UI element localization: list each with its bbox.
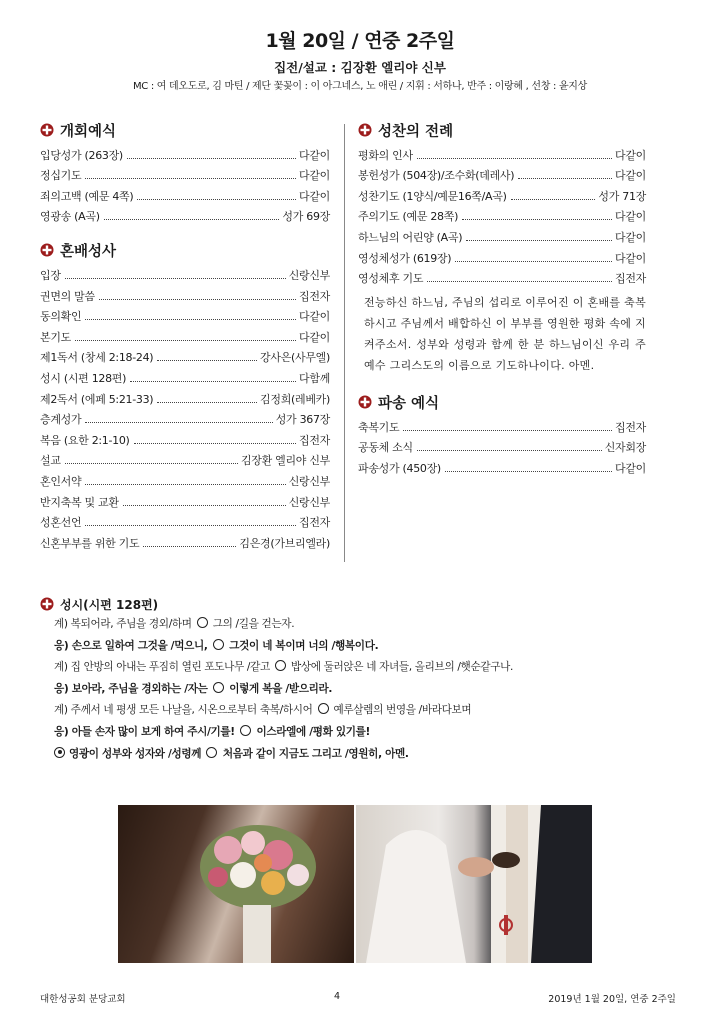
order-item — [358, 163, 646, 184]
pause-mark-icon — [240, 725, 251, 736]
wedding-photos — [118, 805, 592, 963]
item-performer: 김정희(레베카) — [260, 392, 330, 406]
dot-leader — [75, 340, 296, 341]
item-label: 입당성가 (263장) — [40, 148, 123, 162]
order-item — [40, 183, 330, 204]
item-label: 성찬기도 (1양식/예문16쪽/A곡) — [358, 189, 507, 203]
item-performer: 다같이 — [299, 330, 330, 344]
item-performer: 다같이 — [615, 210, 646, 224]
order-item — [40, 262, 330, 283]
bouquet-image — [118, 805, 354, 963]
order-item — [40, 283, 330, 304]
dot-leader — [417, 158, 612, 159]
item-performer: 다함께 — [299, 371, 330, 385]
item-performer: 김은경(가브리엘라) — [239, 536, 330, 550]
left-column — [40, 118, 330, 551]
item-performer: 다같이 — [299, 310, 330, 324]
item-performer: 집전자 — [615, 272, 646, 286]
psalm-section — [40, 594, 690, 765]
order-item — [40, 142, 330, 163]
item-performer: 신자회장 — [604, 441, 646, 455]
gloria-mark-icon — [54, 747, 65, 758]
order-item — [40, 510, 330, 531]
verse-first-half: 응) 손으로 일하여 그것을 /먹으니, — [54, 639, 208, 652]
verse-second-half: 그의 /길을 걷는자. — [212, 618, 295, 630]
bouquet-photo — [118, 805, 354, 963]
section-heading — [40, 118, 330, 142]
psalm-verse — [40, 722, 690, 744]
item-label: 죄의고백 (예문 4쪽) — [40, 189, 134, 203]
dot-leader — [157, 360, 257, 361]
verse-second-half: 이렇게 복을 /받으리라. — [229, 682, 333, 695]
verse-first-half: 응) 아들 손자 많이 보게 하여 주시/기를! — [54, 725, 235, 738]
celebrant-line: 집전/설교 : 김장환 엘리야 신부 — [274, 60, 446, 75]
item-label: 복음 (요한 2:1-10) — [40, 433, 130, 447]
item-label: 평화의 인사 — [358, 148, 413, 162]
verse-first-half: 응) 보아라, 주님을 경외하는 /자는 — [54, 682, 208, 695]
item-label: 파송성가 (450장) — [358, 461, 441, 475]
dot-leader — [127, 158, 296, 159]
psalm-lines — [40, 614, 690, 765]
dot-leader — [85, 525, 296, 526]
ring-exchange-image — [356, 805, 592, 963]
post-communion-prayer: 전능하신 하느님, 주님의 섭리로 이루어진 이 혼배를 축복하시고 주님께서 배합하신 이 부부를 영원한 평화 속에 지켜주소서. 성부와 성령과 함께 한 분 하느님이신 우리 주 예수 그리스도의 이름으로 기도하나이다. 아멘. — [364, 296, 646, 373]
item-label: 성혼선언 — [40, 516, 82, 530]
order-item — [40, 448, 330, 469]
item-performer: 다같이 — [299, 148, 330, 162]
dot-leader — [511, 199, 596, 200]
section-heading — [358, 390, 646, 414]
order-item — [40, 427, 330, 448]
order-item — [40, 407, 330, 428]
psalm-verse — [40, 636, 690, 658]
column-divider — [344, 124, 345, 562]
psalm-verse — [40, 679, 690, 701]
item-performer: 집전자 — [299, 516, 330, 530]
section-title: 개회예식 — [60, 123, 117, 140]
cross-icon — [40, 243, 54, 257]
item-performer: 신랑신부 — [288, 474, 330, 488]
order-item — [358, 183, 646, 204]
dot-leader — [65, 278, 286, 279]
item-label: 영성체후 기도 — [358, 272, 424, 286]
cross-icon — [358, 395, 372, 409]
dot-leader — [123, 505, 286, 506]
item-label: 영성체성가 (619장) — [358, 251, 452, 265]
section-heading — [40, 238, 330, 262]
pause-mark-icon — [275, 660, 286, 671]
item-label: 영광송 (A곡) — [40, 210, 100, 224]
item-performer: 집전자 — [299, 289, 330, 303]
dot-leader — [104, 219, 280, 220]
dot-leader — [462, 219, 612, 220]
verse-second-half: 이스라엘에 /평화 있기를! — [256, 725, 370, 738]
order-item — [40, 304, 330, 325]
pause-mark-icon — [213, 682, 224, 693]
order-item — [40, 386, 330, 407]
section-title: 혼배성사 — [60, 243, 117, 260]
section-heading — [358, 118, 646, 142]
dot-leader — [130, 381, 296, 382]
verse-second-half: 밥상에 둘러앉은 네 자녀들, 올리브의 /햇순같구나. — [290, 661, 513, 674]
item-label: 권면의 말씀 — [40, 289, 95, 303]
psalm-verse — [40, 744, 690, 766]
pause-mark-icon — [206, 747, 217, 758]
item-performer: 신랑신부 — [288, 268, 330, 282]
psalm-verse — [40, 657, 690, 679]
item-label: 제2독서 (에페 5:21-33) — [40, 392, 154, 406]
item-label: 봉헌성가 (504장)/조수화(데레사) — [358, 169, 515, 183]
item-performer: 집전자 — [299, 433, 330, 447]
order-item — [40, 530, 330, 551]
item-label: 입장 — [40, 268, 61, 282]
item-label: 층계성가 — [40, 413, 82, 427]
dot-leader — [99, 299, 296, 300]
pause-mark-icon — [197, 617, 208, 628]
order-item — [40, 489, 330, 510]
order-item — [40, 345, 330, 366]
right-column — [358, 118, 646, 476]
order-item — [40, 468, 330, 489]
item-performer: 다같이 — [615, 230, 646, 244]
item-performer: 다같이 — [615, 169, 646, 183]
item-performer: 다같이 — [299, 189, 330, 203]
credits-line: MC : 여 데오도로, 김 마틴 / 제단 꽃꽂이 : 이 아그네스, 노 애린 / 지휘 : 서하나, 반주 : 이랑혜 , 선창 : 윤지상 — [132, 81, 588, 92]
verse-second-half: 예루살렘의 번영을 /바라다보며 — [333, 704, 472, 717]
item-label: 축복기도 — [358, 420, 400, 434]
dot-leader — [143, 546, 236, 547]
item-label: 본기도 — [40, 330, 71, 344]
church-name: 대한성공회 분당교회 — [40, 994, 126, 1005]
order-item — [358, 455, 646, 476]
page-number: 4 — [333, 991, 340, 1002]
item-performer: 김장환 엘리야 신부 — [240, 454, 330, 468]
item-label: 주의기도 (예문 28쪽) — [358, 210, 459, 224]
dot-leader — [85, 178, 296, 179]
item-performer: 다같이 — [615, 148, 646, 162]
verse-first-half: 계) 집 안방의 아내는 푸짐히 열린 포도나무 /같고 — [54, 661, 270, 674]
page-title: 1월 20일 / 연중 2주일 — [265, 30, 455, 52]
dot-leader — [157, 402, 257, 403]
item-label: 신혼부부를 위한 기도 — [40, 536, 140, 550]
item-performer: 집전자 — [615, 420, 646, 434]
order-item — [358, 266, 646, 287]
pause-mark-icon — [318, 703, 329, 714]
dot-leader — [518, 178, 612, 179]
section-title: 성찬의 전례 — [378, 123, 454, 140]
item-label: 공동체 소식 — [358, 441, 413, 455]
order-item — [358, 224, 646, 245]
item-performer: 다같이 — [299, 169, 330, 183]
section-heading — [40, 594, 690, 614]
order-item — [40, 163, 330, 184]
verse-second-half: 처음과 같이 지금도 그리고 /영원히, 아멘. — [222, 747, 409, 760]
item-label: 제1독서 (창세 2:18-24) — [40, 351, 154, 365]
footer-date: 2019년 1월 20일, 연중 2주일 — [548, 994, 676, 1005]
verse-first-half: 계) 복되어라, 주님을 경외/하며 — [54, 618, 192, 630]
dot-leader — [427, 281, 612, 282]
item-performer: 다같이 — [615, 251, 646, 265]
page-footer — [40, 991, 676, 1005]
verse-second-half: 그것이 네 복이며 너의 /행복이다. — [229, 639, 379, 652]
cross-icon — [40, 123, 54, 137]
item-performer: 강사은(사무엘) — [260, 351, 330, 365]
item-performer: 다같이 — [615, 461, 646, 475]
verse-first-half: 계) 주께서 네 평생 모든 나날을, 시온으로부터 축복/하시어 — [54, 704, 313, 717]
dot-leader — [417, 450, 602, 451]
dot-leader — [65, 463, 238, 464]
psalm-verse — [40, 700, 690, 722]
ring-exchange-photo — [356, 805, 592, 963]
order-item — [358, 414, 646, 435]
item-performer: 성가 71장 — [598, 189, 646, 203]
section-title: 파송 예식 — [378, 395, 440, 412]
dot-leader — [134, 443, 296, 444]
item-label: 정십기도 — [40, 169, 82, 183]
item-label: 반지축복 및 교환 — [40, 495, 119, 509]
order-item — [358, 435, 646, 456]
psalm-verse — [40, 614, 690, 636]
verse-first-half: 영광이 성부와 성자와 /성령께 — [69, 747, 202, 760]
dot-leader — [455, 261, 612, 262]
dot-leader — [466, 240, 612, 241]
cross-icon — [40, 597, 54, 611]
order-item — [40, 324, 330, 345]
order-item — [358, 204, 646, 225]
item-performer: 신랑신부 — [288, 495, 330, 509]
item-label: 혼인서약 — [40, 474, 82, 488]
pause-mark-icon — [213, 639, 224, 650]
dot-leader — [403, 430, 612, 431]
order-item — [40, 204, 330, 225]
item-performer: 성가 367장 — [275, 413, 330, 427]
dot-leader — [85, 422, 272, 423]
dot-leader — [85, 319, 296, 320]
item-label: 동의확인 — [40, 310, 82, 324]
cross-icon — [358, 123, 372, 137]
order-item — [40, 365, 330, 386]
order-item — [358, 142, 646, 163]
item-label: 하느님의 어린양 (A곡) — [358, 230, 463, 244]
dot-leader — [445, 471, 612, 472]
item-label: 설교 — [40, 454, 61, 468]
dot-leader — [137, 199, 296, 200]
section-title: 성시(시편 128편) — [60, 597, 159, 612]
order-item — [358, 245, 646, 266]
item-performer: 성가 69장 — [282, 210, 330, 224]
item-label: 성시 (시편 128편) — [40, 371, 127, 385]
dot-leader — [85, 484, 285, 485]
